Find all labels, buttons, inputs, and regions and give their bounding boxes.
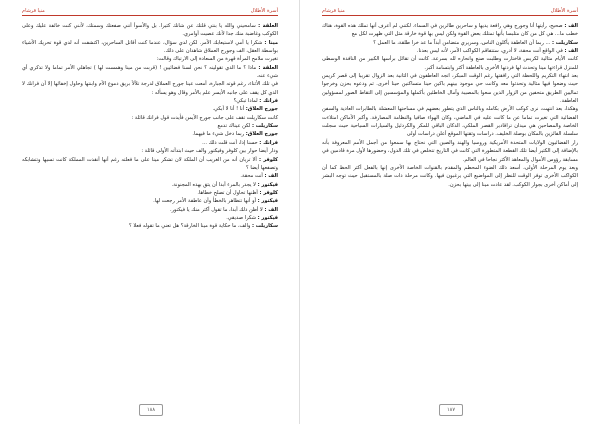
paragraph-text: تغيرت ملامح المرأة قهرة من السعادة إلى الارتباك وقالت: (156, 56, 278, 63)
text-paragraph (22, 206, 278, 214)
text-paragraph (22, 55, 278, 63)
text-paragraph (322, 47, 578, 55)
paragraph-text: شكرا يا أمي لاستيعابك الأمر. لكن لدي سؤال، عندما كنت أقاتل الساحرين، اكتشفت أنه لدي قوة تحريك الأشياء بواسطة العقل، الف وجورج العملاق شاهدان على ذلك. (22, 39, 278, 55)
paragraph-text: ماذا ؟ ما الذي تقولينه ؟ نحن لسنا فضائيين ! (قربت من مينا وهمست لها ) تجاهلي الأمر تماما ولا تذكري أي شيء عنه. (22, 64, 278, 80)
text-paragraph (22, 22, 278, 39)
paragraph-text: حسنا إذا، أنت قلت ذلك ... (202, 139, 260, 146)
speaker-name: الف : (264, 206, 278, 213)
page-body-text (22, 22, 278, 231)
text-paragraph (322, 105, 578, 138)
text-paragraph (22, 214, 278, 222)
header-rule (22, 15, 278, 16)
paragraph-text: وبعد يوم المرحلة الأولى، أسعد ذلك الضوء المحطم والمقدم بالقنوات الخاصة الأخرى إنها بالفعل أكثر الحظ كما أن الكواكب الأخرى توفر الوقت للنظر إلى المواضيع التي يرغبون فيها. وكانت مرحلة ذات صلة بالمستقبل حيث توجه البشر إلى أماكن أخرى بجوار الكوكب. لقد عادت مينا إلى بيتها بحزن. (322, 164, 578, 188)
speaker-name: كلوفر : (258, 156, 278, 163)
speaker-name: الف : (564, 23, 578, 29)
text-paragraph (22, 64, 278, 81)
paragraph-text: سامحيني والله يا بنتي قلتك عن شانك كثيرا. بل والأسوأ أنني صفعتك وسمتك، لأنني كنت خائفة عليك وعلى الكوكب وغاضبة منك جدا لأنك عصيت أوامري. (22, 23, 278, 38)
speaker-name: العلقة : (258, 23, 278, 29)
paragraph-text: زار الفضائيون الولايات المتحدة الأمريكية وروسيا والهند والصين التي نحتاج بها سمعوا من أجمل الأمم المعروفة بأنه بالإضافة إلى الكثير أيضا تلك القطعة المتطورة التي كانت في التاريخ تتخلص في تلك الدول، وحضورها لأول مرة قادمين في مسابقة رؤوس الأموال والمعاهد الأكثر نجاحا في العالم. (322, 139, 578, 163)
paragraph-text: كانت سكاريلت تقف على جانب جورج الأيمن فأيدت قول فرانك قائلة : (131, 114, 278, 121)
text-paragraph (22, 156, 278, 173)
paragraph-text: لكن عيناك تدمع (217, 123, 252, 130)
book-title: أسرة الأطلال (550, 8, 578, 14)
text-paragraph (22, 189, 278, 197)
text-paragraph (22, 114, 278, 122)
paragraph-text: صحيح، رأيتها أنا وجورج وهي رافعة يديها و ساحرين طائرين في السماء. لكنني لم أعرف أنها تملك هذه القوة، هناك خطب ما... هي كل من كان متلبسا بأنها تمتلك بعض القوة ولكن ليس بها قوة خارقة مثل التي ظهرت لكل مع (322, 23, 578, 38)
paragraph-text: وهكذا، بعد انتهت، نرى كوكب الأرض بكامله وبالناس الذي يتطور بعضهم في مساحتها المعشلة بالطابرات العادية والسفن الفضائية التي تغيرت تماما عن ما كانت عليه في الماضي، وكان الهواء صافيا والنظامة المصارفة. وأكبر الأماكن امتلاءت الخاصة والمصاحين هي ميدان تراقادير القصر الملكي، الدكان الباقي للمكر والكردئيل والسيارات السياحية حيث سجلت سلسلة الفائزين بالمكان بوصلة الخليف. دراسات وثقتها الموقع أعلن دراسات أولى (322, 106, 578, 138)
paragraph-text: ... ربما أن العاطفة يأكلون الناس، وسريري متضامن أبداً ما عد خرا طلقة، ما العمل ؟ (373, 39, 552, 46)
text-paragraph (322, 139, 578, 164)
text-paragraph (322, 55, 578, 72)
text-paragraph (22, 147, 278, 155)
speaker-name: مينا : (264, 39, 278, 46)
paragraph-text: بعد انتهاء التكريم واللحظة التي رافقتها رغم الوقت المبكر، اتجه العاطفون في الثانية بعد الزوال تقريبا إلى قصر كريس حيث وضعوا فيها مثالية وتحدثوا معه وكانت حي موجود بينهم باكين حينا متساكنين حينا أخرى. ثم ودعوه بحزن وخرجوا ثماليين الطريق متحفين من الزوار الذين سعوا بالمصيبة وآمال الخاطئين بأكملها والمؤسسين إلى التقاط الصور لمسؤولين العاطفة. (322, 73, 578, 105)
paragraph-text: أنت محقة. (240, 173, 265, 180)
book-title: أسرة الأطلال (250, 8, 278, 14)
text-paragraph (22, 130, 278, 138)
paragraph-text: لماذا تبكي؟ (233, 98, 260, 105)
author-name: منيا قرشام (22, 8, 45, 14)
speaker-name: كلوفر : (259, 189, 278, 196)
header-rule (322, 15, 578, 16)
text-paragraph (22, 172, 278, 180)
text-paragraph (322, 39, 578, 47)
text-paragraph (22, 39, 278, 56)
speaker-name: الف : (564, 48, 578, 55)
author-name: منيا قرشام (322, 8, 345, 14)
speaker-name: فيكتور : (257, 198, 278, 205)
paragraph-text: أنا ! أنا لا أبكي. (212, 106, 246, 113)
text-paragraph (22, 139, 278, 147)
paragraph-text: لا يجدر بالمرء أبدا أن يثق بهذه المجنونة. (171, 181, 258, 188)
speaker-name: فرانك : (259, 139, 278, 146)
text-paragraph (322, 72, 578, 105)
speaker-name: العلقة : (258, 64, 278, 71)
text-paragraph (22, 197, 278, 205)
text-paragraph (22, 80, 278, 97)
paragraph-text: والف، ما حكاية قوة مينا الخارقة؟ هل تعني ما تقوله فعلا ؟ (129, 223, 252, 230)
speaker-name: الف : (264, 173, 278, 180)
page-body-text (322, 22, 578, 189)
speaker-name: سكاريلت : (251, 123, 278, 130)
paragraph-text: في تلك الأثناء، رغم قوته الجبارة، أمعت عينا جورج العملاق لدرجة تلألأ بريق دموع الأم وابنتها وحاول إخفائها إلا أن فرانك لا الذي كل يقف على جانبه الأيسر علم بالأمر وقال وهو يسأله : (22, 81, 278, 96)
paragraph-text: شكرا صديقي. (226, 214, 258, 221)
text-paragraph (22, 181, 278, 189)
speaker-name: جورج العلاق: (245, 106, 278, 113)
speaker-name: فرانك : (259, 98, 278, 105)
speaker-name: فيكتور : (257, 214, 278, 221)
text-paragraph (322, 164, 578, 189)
right-page (300, 0, 600, 424)
speaker-name: سكاريلت : (251, 223, 278, 230)
speaker-name: فيكتور : (257, 181, 278, 188)
paragraph-text: أظنها تحاول أن تصلح خطاها. (197, 189, 260, 196)
speaker-name: سكاريلت : (551, 39, 578, 46)
text-paragraph (22, 122, 278, 130)
paragraph-text: أو أنها تتظاهر بالخطأ وأن عاطفة الأمر رجعت لها. (153, 198, 258, 205)
paragraph-text: ودار أيضا حوار بين كلوفر وفيكتور والف حيث ابتدأته الأولى قائلة : (141, 148, 278, 155)
speaker-name: جورج العلاق: (245, 131, 278, 138)
paragraph-text: ألا تريان أنه من الغريب أن الملكة لان تشكر مينا على ما فعلته رغم أنها أنقذت المملكة كانت تسيها وتتشابكه وتصفعها أيضا ؟ (22, 156, 278, 171)
paragraph-text: في الواقع أنت محقة، لا أدري، ستتفاقم الكواكب الأمر، لأنه ليس بعدنا. (416, 48, 565, 55)
text-paragraph (22, 97, 278, 105)
text-paragraph (322, 22, 578, 39)
paragraph-text: لا أظن ذلك أبدا، ما تقول أكثر منك يا فيكتور. (169, 206, 265, 213)
paragraph-text: كانت الأيام مثالية لكريس فاختارت وطلبت صنع وانحازه لله بسرعة. كانت أن تقائل برأسها الكبير من النافذة الوسطى للمنزل قراءتها مينا وتحدث لها فردتها الأخرى بالعاطفة أكثر وابتسامة أكبر. (322, 56, 578, 71)
page-number: ١٨٧ (439, 404, 463, 416)
paragraph-text: ربما دخل شيء ما فيهما. (192, 131, 246, 138)
page-number: ١٨٨ (139, 404, 163, 416)
text-paragraph (22, 222, 278, 230)
text-paragraph (22, 105, 278, 113)
